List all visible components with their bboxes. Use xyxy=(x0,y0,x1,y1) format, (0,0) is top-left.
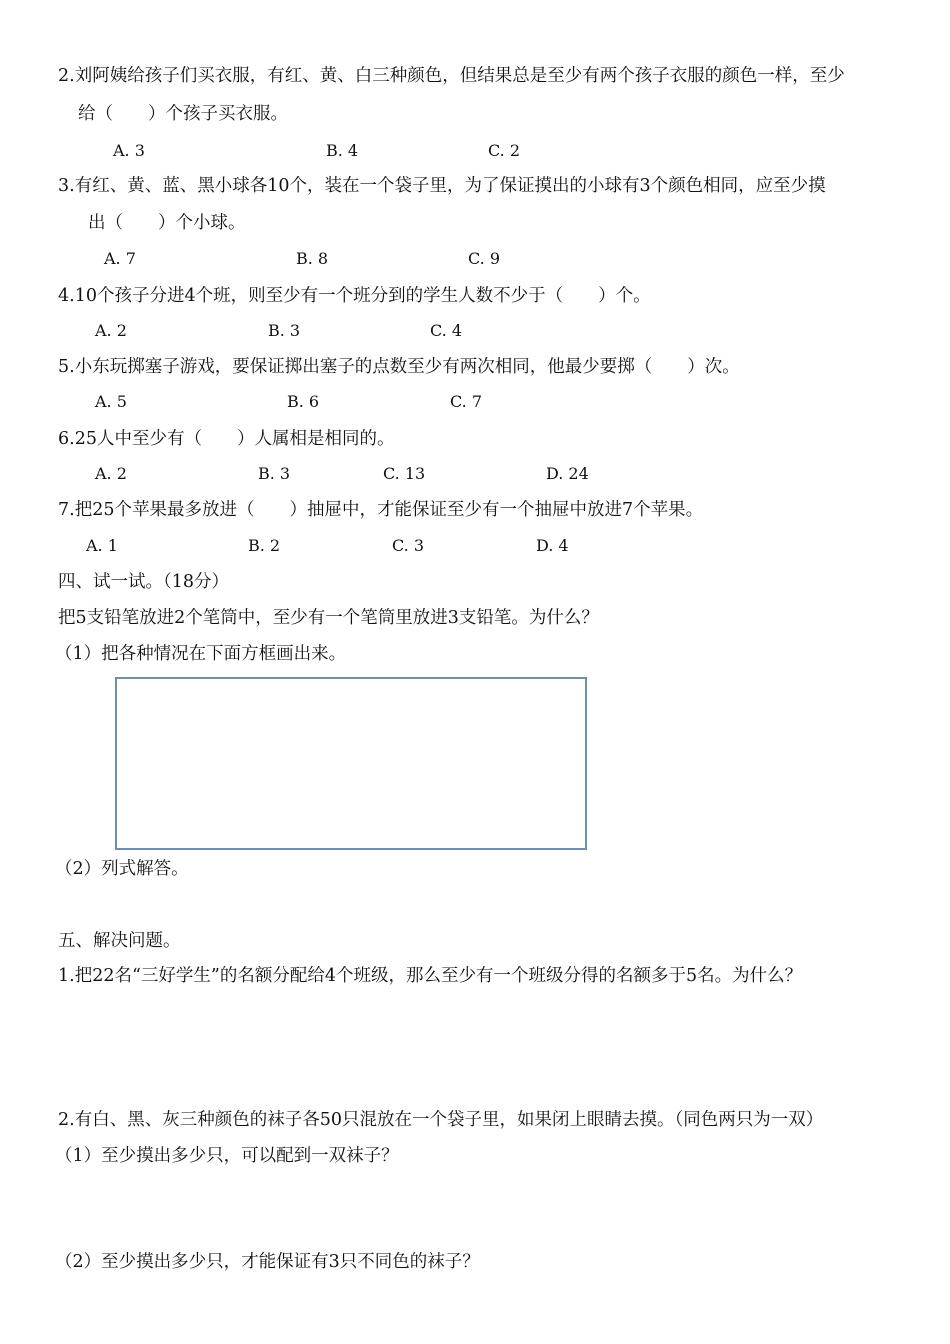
question-6-option-c: C. 13 xyxy=(383,464,426,483)
question-3-option-b: B. 8 xyxy=(296,249,329,268)
section-5-problem-2-part-1: （1）至少摸出多少只，可以配到一双袜子？ xyxy=(55,1146,399,1166)
question-3-option-c: C. 9 xyxy=(468,249,501,268)
question-2-option-c: C. 2 xyxy=(488,141,521,160)
question-4-option-b: B. 3 xyxy=(268,321,301,340)
section-5-problem-2: 2.有白、黑、灰三种颜色的袜子各50只混放在一个袋子里，如果闭上眼睛去摸。（同色两只为一双） xyxy=(58,1110,824,1130)
question-7-option-c: C. 3 xyxy=(392,536,425,555)
question-2-text-cont: 给（ ）个孩子买衣服。 xyxy=(78,104,288,124)
question-7-option-d: D. 4 xyxy=(536,536,569,555)
question-2-text: 2.刘阿姨给孩子们买衣服，有红、黄、白三种颜色，但结果总是至少有两个孩子衣服的颜色一样，至少 xyxy=(58,66,845,86)
section-4-part-2: （2）列式解答。 xyxy=(55,859,189,879)
section-5-problem-1: 1.把22名“三好学生”的名额分配给4个班级，那么至少有一个班级分得的名额多于5名。为什么？ xyxy=(58,966,803,986)
drawing-answer-box[interactable] xyxy=(115,677,587,850)
section-4-heading: 四、试一试。（18分） xyxy=(58,572,230,592)
question-3-option-a: A. 7 xyxy=(104,249,136,268)
section-4-prompt: 把5支铅笔放进2个笔筒中，至少有一个笔筒里放进3支铅笔。为什么？ xyxy=(58,608,599,628)
question-5-option-a: A. 5 xyxy=(95,392,127,411)
question-7-option-b: B. 2 xyxy=(248,536,281,555)
question-5-text: 5.小东玩掷塞子游戏，要保证掷出塞子的点数至少有两次相同，他最少要掷（ ）次。 xyxy=(58,357,740,377)
question-5-option-c: C. 7 xyxy=(450,392,483,411)
question-4-option-c: C. 4 xyxy=(430,321,463,340)
question-6-option-d: D. 24 xyxy=(546,464,589,483)
section-5-problem-2-part-2: （2）至少摸出多少只，才能保证有3只不同色的袜子？ xyxy=(55,1252,480,1272)
question-3-text-cont: 出（ ）个小球。 xyxy=(88,213,246,233)
question-6-option-b: B. 3 xyxy=(258,464,291,483)
question-5-option-b: B. 6 xyxy=(287,392,320,411)
question-6-text: 6.25人中至少有（ ）人属相是相同的。 xyxy=(58,429,395,449)
question-4-option-a: A. 2 xyxy=(95,321,127,340)
question-6-option-a: A. 2 xyxy=(95,464,127,483)
question-3-text: 3.有红、黄、蓝、黑小球各10个，装在一个袋子里，为了保证摸出的小球有3个颜色相同，应至少摸 xyxy=(58,176,826,196)
question-7-text: 7.把25个苹果最多放进（ ）抽屉中，才能保证至少有一个抽屉中放进7个苹果。 xyxy=(58,500,704,520)
question-2-option-a: A. 3 xyxy=(113,141,145,160)
question-2-option-b: B. 4 xyxy=(326,141,359,160)
question-4-text: 4.10个孩子分进4个班，则至少有一个班分到的学生人数不少于（ ）个。 xyxy=(58,286,651,306)
section-4-part-1: （1）把各种情况在下面方框画出来。 xyxy=(55,644,347,664)
question-7-option-a: A. 1 xyxy=(86,536,118,555)
section-5-heading: 五、解决问题。 xyxy=(58,931,181,951)
